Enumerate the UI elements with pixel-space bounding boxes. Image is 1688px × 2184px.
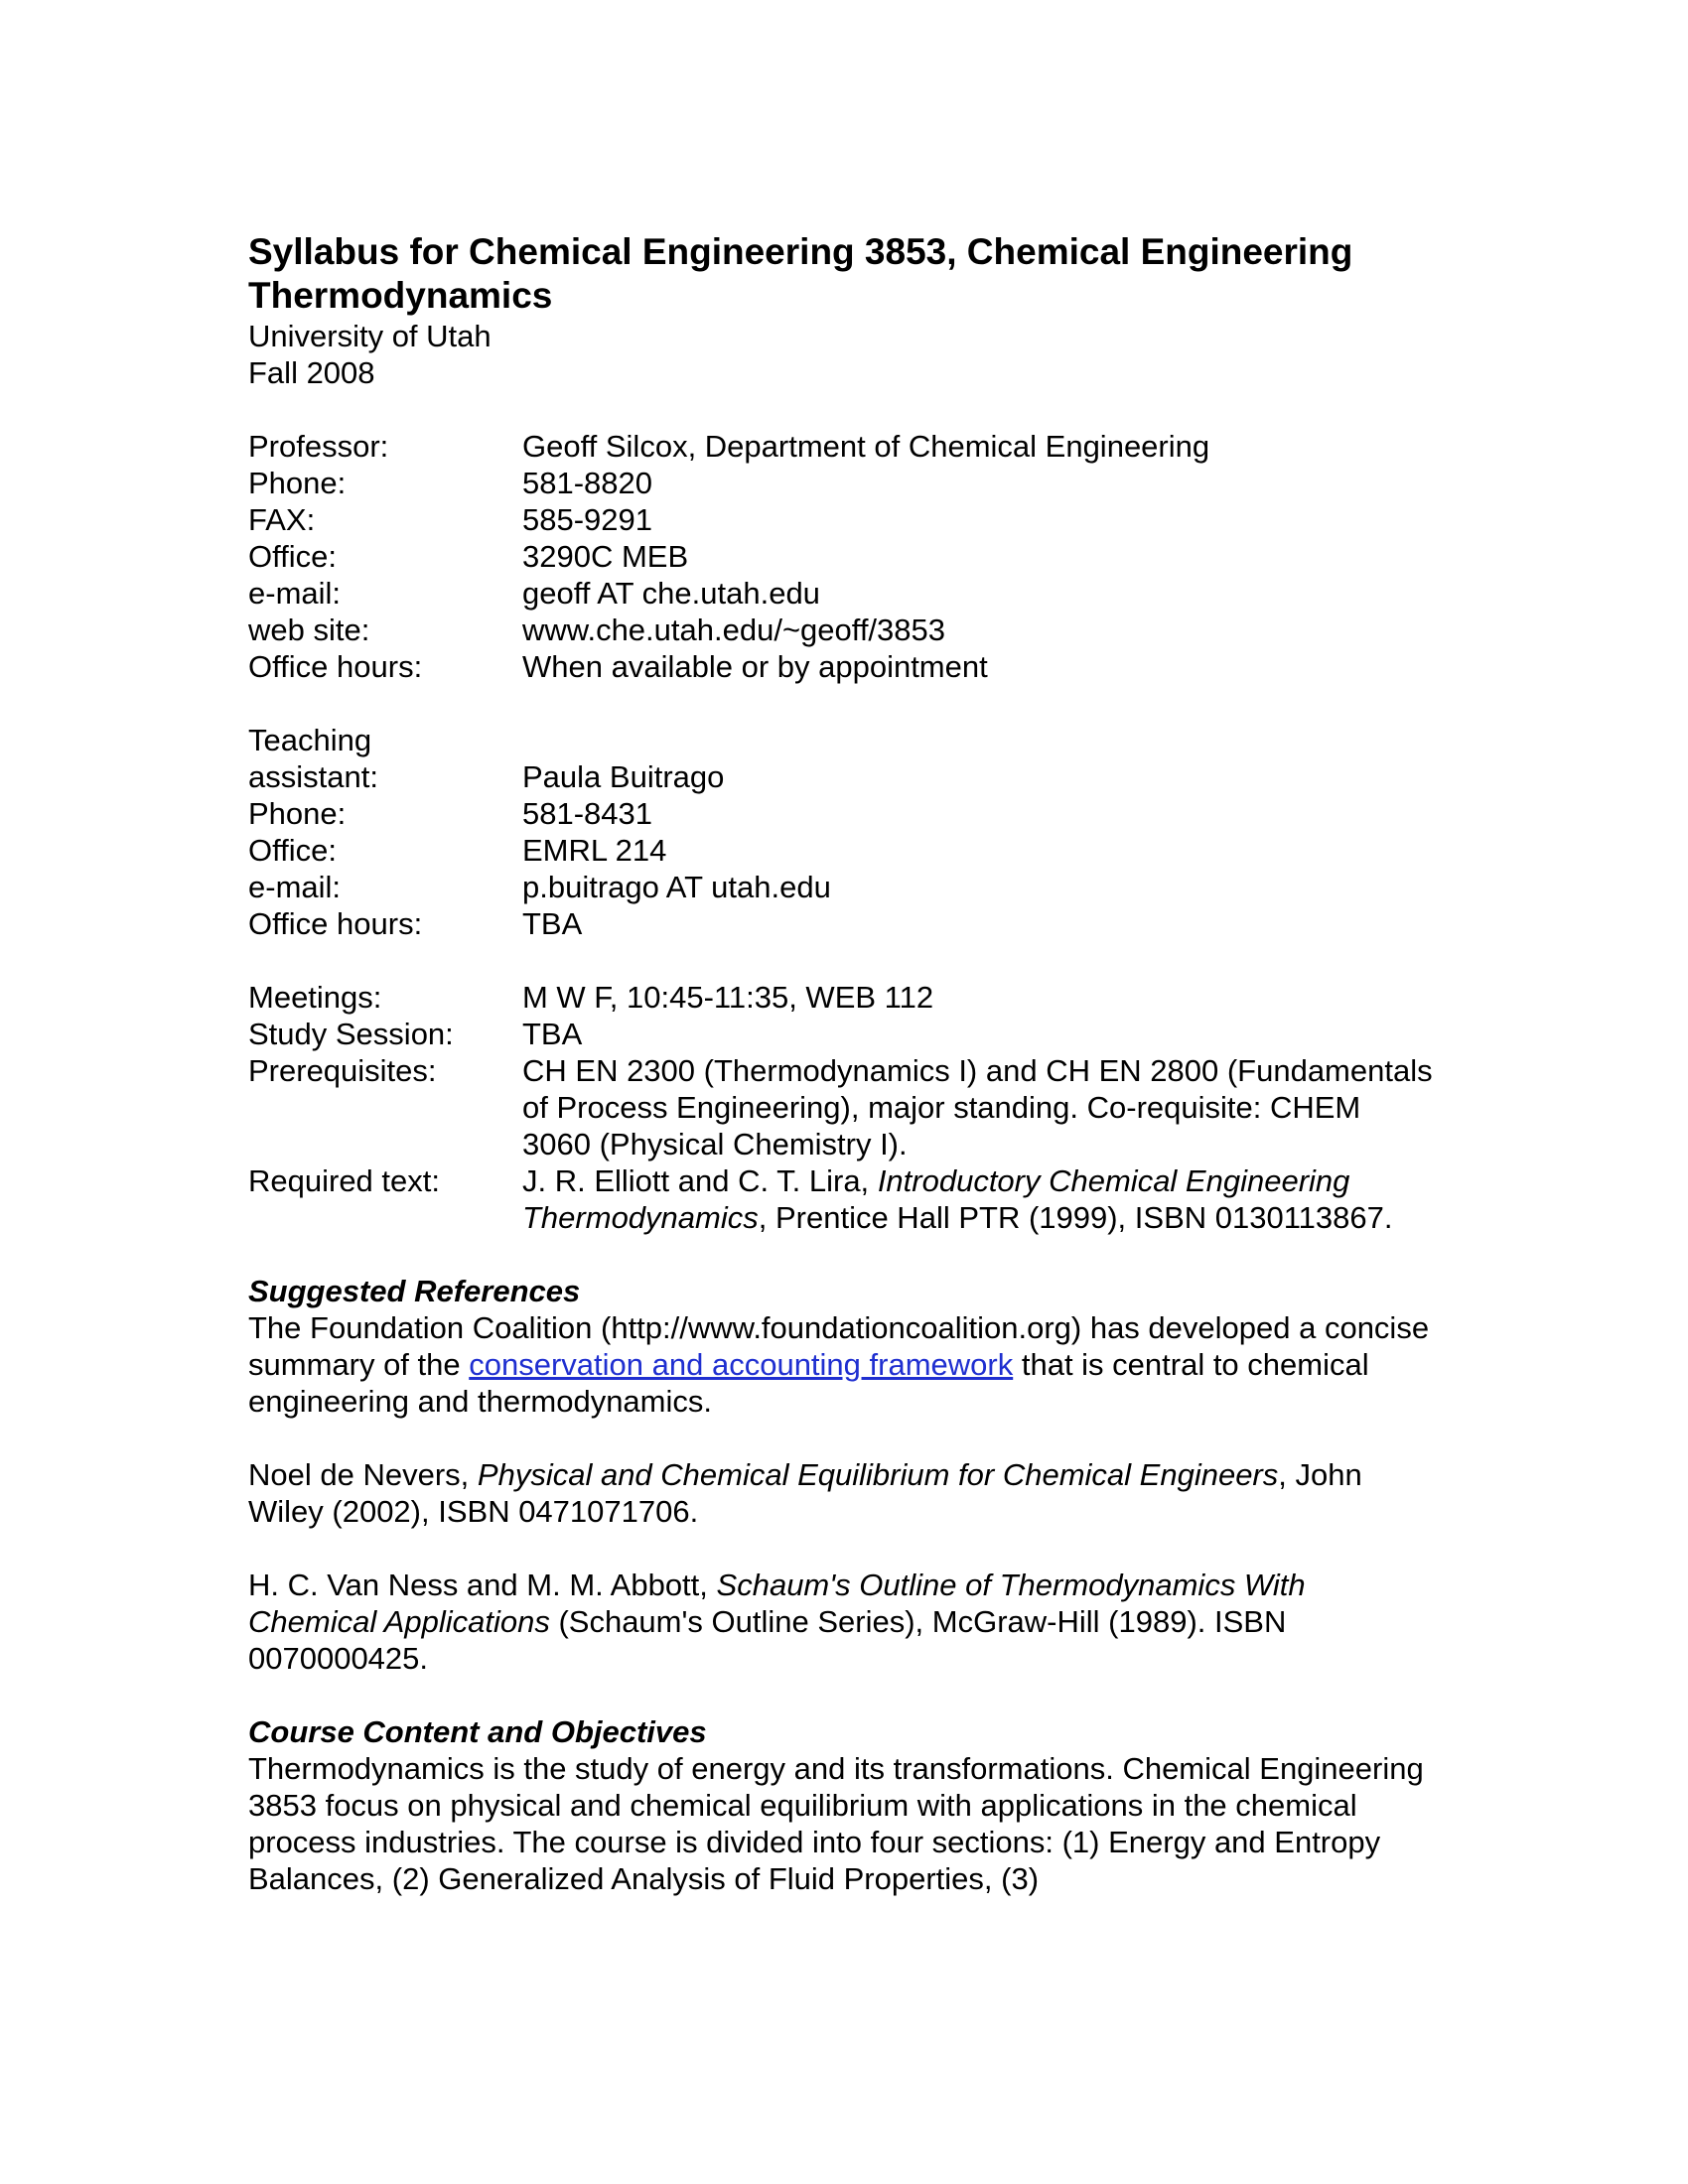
office-hours-value: When available or by appointment bbox=[522, 649, 988, 684]
title-line-2: Thermodynamics bbox=[248, 275, 553, 316]
ta-office-value: EMRL 214 bbox=[522, 833, 667, 868]
ta-label-line-2: assistant: bbox=[248, 759, 378, 794]
term: Fall 2008 bbox=[248, 355, 375, 390]
required-text-publisher: , Prentice Hall PTR (1999), ISBN 0130113867. bbox=[758, 1200, 1393, 1235]
suggested-references-heading: Suggested References bbox=[248, 1274, 581, 1308]
ta-hours-label: Office hours: bbox=[248, 906, 423, 941]
reference-paragraph: The Foundation Coalition (http://www.foundationcoalition.org) has developed a concise summary of the conservation and accounting framework that is central to chemical engineering and thermodynamics. bbox=[248, 1310, 1430, 1419]
course-content-heading: Course Content and Objectives bbox=[248, 1714, 707, 1749]
info-row bbox=[248, 1162, 1440, 1236]
prerequisites-value: CH EN 2300 (Thermodynamics I) and CH EN 2800 (Fundamentals of Process Engineering), major standing. Co-requisite: CHEM 3060 (Physical Chemistry I). bbox=[522, 1053, 1433, 1161]
reference-paragraph: Noel de Nevers, Physical and Chemical Equilibrium for Chemical Engineers, John Wiley (2002), ISBN 0471071706. bbox=[248, 1457, 1362, 1529]
info-row bbox=[248, 1052, 1440, 1162]
professor-info bbox=[248, 428, 1440, 685]
meetings-label: Meetings: bbox=[248, 980, 382, 1015]
info-row bbox=[248, 979, 1440, 1016]
info-row bbox=[248, 648, 1440, 685]
conservation-framework-link[interactable]: conservation and accounting framework bbox=[469, 1347, 1014, 1382]
ta-hours-value: TBA bbox=[522, 906, 583, 941]
info-row bbox=[248, 575, 1440, 612]
ta-phone-value: 581-8431 bbox=[522, 796, 653, 831]
office-value: 3290C MEB bbox=[522, 539, 689, 574]
course-content-paragraph: Thermodynamics is the study of energy and its transformations. Chemical Engineering 3853 focus on physical and chemical equilibrium with applications in the chemical process industries. The course is divided into four sections: (1) Energy and Entropy Balances, (2) Generalized Analysis of Fluid Properties, (3) bbox=[248, 1751, 1424, 1896]
meetings-value: M W F, 10:45-11:35, WEB 112 bbox=[522, 980, 934, 1015]
professor-value: Geoff Silcox, Department of Chemical Engineering bbox=[522, 429, 1210, 464]
info-row bbox=[248, 538, 1440, 575]
study-session-label: Study Session: bbox=[248, 1017, 454, 1051]
office-label: Office: bbox=[248, 539, 338, 574]
fax-label: FAX: bbox=[248, 502, 316, 537]
reference-paragraph: H. C. Van Ness and M. M. Abbott, Schaum's Outline of Thermodynamics With Chemical Applications (Schaum's Outline Series), McGraw-Hill (1989). ISBN 0070000425. bbox=[248, 1568, 1306, 1676]
ta-email-label: e-mail: bbox=[248, 870, 342, 904]
phone-value: 581-8820 bbox=[522, 466, 653, 500]
syllabus-page bbox=[248, 230, 1440, 1897]
ta-office-label: Office: bbox=[248, 833, 338, 868]
required-text-title: Introductory Chemical Engineering Thermodynamics bbox=[522, 1163, 1350, 1235]
professor-label: Professor: bbox=[248, 429, 389, 464]
title-line-1: Syllabus for Chemical Engineering 3853, Chemical Engineering bbox=[248, 231, 1353, 272]
info-row bbox=[248, 795, 1440, 832]
info-row bbox=[248, 428, 1440, 465]
ta-info bbox=[248, 722, 1440, 942]
office-hours-label: Office hours: bbox=[248, 649, 423, 684]
ta-name: Paula Buitrago bbox=[522, 759, 725, 794]
info-row bbox=[248, 832, 1440, 869]
email-value: geoff AT che.utah.edu bbox=[522, 576, 820, 611]
ta-label-line-1: Teaching bbox=[248, 723, 372, 757]
email-label: e-mail: bbox=[248, 576, 342, 611]
info-row bbox=[248, 612, 1440, 648]
website-label: web site: bbox=[248, 613, 370, 647]
website-value: www.che.utah.edu/~geoff/3853 bbox=[522, 613, 946, 647]
info-row bbox=[248, 869, 1440, 905]
spacer bbox=[248, 685, 1440, 722]
university: University of Utah bbox=[248, 319, 492, 353]
required-text-label: Required text: bbox=[248, 1163, 440, 1198]
course-info bbox=[248, 979, 1440, 1236]
page-title bbox=[248, 230, 1440, 318]
required-text-authors: J. R. Elliott and C. T. Lira, bbox=[522, 1163, 870, 1198]
fax-value: 585-9291 bbox=[522, 502, 653, 537]
ta-phone-label: Phone: bbox=[248, 796, 347, 831]
info-row bbox=[248, 465, 1440, 501]
ta-email-value: p.buitrago AT utah.edu bbox=[522, 870, 831, 904]
info-row bbox=[248, 758, 1440, 795]
spacer bbox=[248, 942, 1440, 979]
prerequisites-label: Prerequisites: bbox=[248, 1053, 437, 1088]
info-row bbox=[248, 1016, 1440, 1052]
info-row bbox=[248, 722, 1440, 758]
phone-label: Phone: bbox=[248, 466, 347, 500]
required-text-value bbox=[522, 1162, 1436, 1236]
info-row bbox=[248, 501, 1440, 538]
info-row bbox=[248, 905, 1440, 942]
suggested-references bbox=[248, 1309, 1440, 1677]
study-session-value: TBA bbox=[522, 1017, 583, 1051]
